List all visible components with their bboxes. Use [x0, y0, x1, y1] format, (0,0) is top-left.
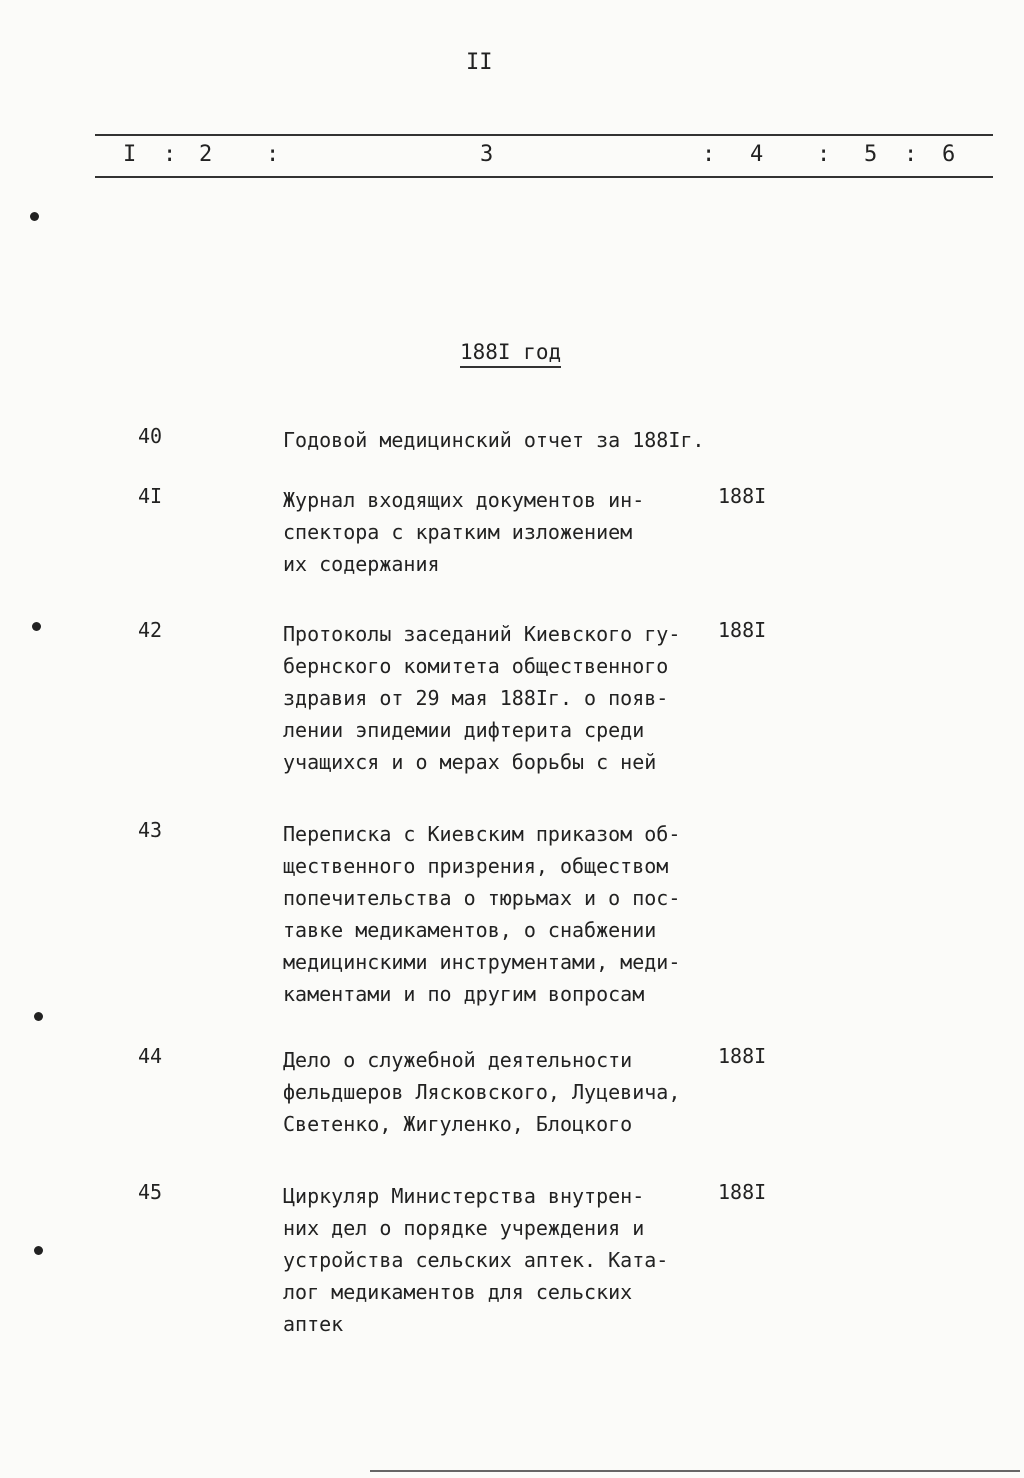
column-separator: :	[266, 142, 280, 167]
column-header-2: 2	[199, 142, 213, 167]
header-rule-bottom	[95, 176, 993, 178]
column-separator: :	[817, 142, 831, 167]
column-header-6: 6	[942, 142, 956, 167]
entry-year: 188I	[718, 618, 767, 642]
section-title: 188I год	[460, 340, 561, 368]
entry-description: Циркуляр Министерства внутрен- них дел о порядке учреждения и устройства сельских аптек. Ката- лог медикаментов для сельских аптек	[283, 1184, 669, 1336]
entry-number: 43	[138, 818, 163, 842]
column-header-1: I	[123, 142, 137, 167]
punch-hole-mark	[34, 1012, 43, 1021]
entry-description: Годовой медицинский отчет за 188Iг.	[283, 428, 705, 452]
entry-number: 4I	[138, 484, 163, 508]
entry-description: Журнал входящих документов ин- спектора с кратким изложением их содержания	[283, 488, 645, 576]
punch-hole-mark	[34, 1246, 43, 1255]
entry-year: 188I	[718, 484, 767, 508]
entry-number: 45	[138, 1180, 163, 1204]
column-separator: :	[702, 142, 716, 167]
entry-description: Переписка с Киевским приказом об- щественного призрения, обществом попечительства о тюрьмах и о пос- тавке медикаментов, о снабжении медицинскими инструментами, меди- каментами и по другим вопросам	[283, 822, 681, 1006]
header-rule-top	[95, 134, 993, 136]
entry-description: Протоколы заседаний Киевского гу- бернского комитета общественного здравия от 29 мая 188Iг. о появ- лении эпидемии дифтерита среди учащихся и о мерах борьбы с ней	[283, 622, 681, 774]
column-header-row	[0, 142, 1024, 170]
punch-hole-mark	[30, 212, 39, 221]
column-separator: :	[163, 142, 177, 167]
page-number: II	[466, 50, 493, 75]
entry-year: 188I	[718, 1180, 767, 1204]
column-header-3: 3	[480, 142, 494, 167]
column-header-4: 4	[750, 142, 764, 167]
column-header-5: 5	[864, 142, 878, 167]
punch-hole-mark	[32, 622, 41, 631]
column-separator: :	[904, 142, 918, 167]
entry-number: 40	[138, 424, 163, 448]
entry-number: 42	[138, 618, 163, 642]
entry-description: Дело о служебной деятельности фельдшеров Лясковского, Луцевича, Светенко, Жигуленко, Блоцкого	[283, 1048, 681, 1136]
entry-year: 188I	[718, 1044, 767, 1068]
entry-number: 44	[138, 1044, 163, 1068]
page-bottom-edge	[370, 1470, 1020, 1472]
